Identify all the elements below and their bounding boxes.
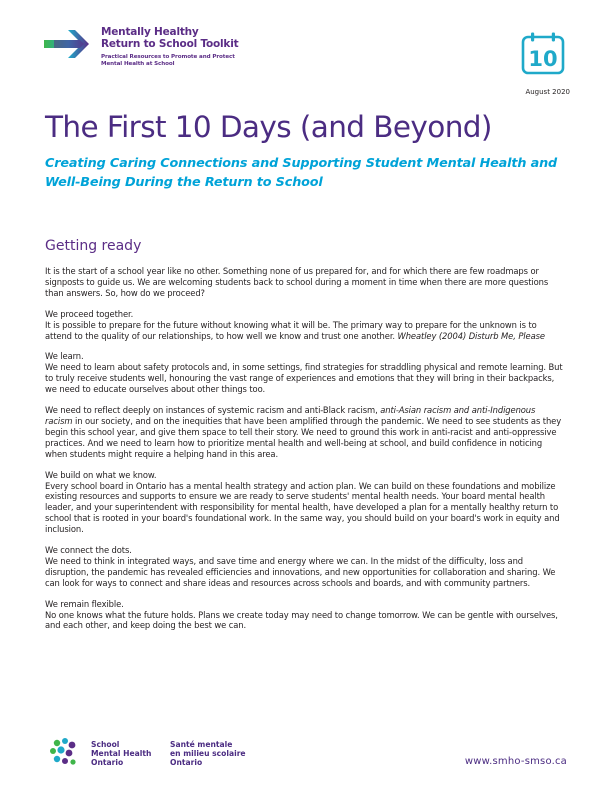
section-heading: Getting ready [45,238,142,254]
footer-org-name-en [91,740,151,767]
paragraph-lead: We learn. [45,351,84,362]
toolkit-subtitle-line1: Practical Resources to Promote and Protect [101,54,235,60]
page-subtitle: Creating Caring Connections and Supporting Student Mental Health and Well-Being During the Return to School [45,156,558,190]
footer-fr-line: Santé mentale [170,740,233,749]
paragraph-body: It is possible to prepare for the future without knowing what it will be. The primary way to prepare for the unknown is to attend to the quality of our relationships, to how well we know and trust one another. [45,319,537,341]
footer-fr-line: Ontario [170,758,203,767]
publication-date: August 2020 [525,88,570,96]
paragraph-body: Every school board in Ontario has a mental health strategy and action plan. We can build on these foundations and mobilize existing resources and supports to ensure we are ready to serve students' mental health needs. Your board mental health leader, and your superintendent with responsibility for mental health, have developed a plan for a mentally healthy return to school that is rooted in your board's foundational work. In the same way, you should build on your board's work in equity and inclusion. [45,480,560,535]
paragraph-body: We need to learn about safety protocols and, in some settings, find strategies for straddling physical and remote learning. But to truly receive students well, honouring the vast range of experiences and emotions that they will bring in their backpacks, we need to educate ourselves about other things too. [45,362,563,395]
intro-paragraph: It is the start of a school year like no other. Something none of us prepared for, and for which there are few roadmaps or signposts to guide us. We are welcoming students back to school during a moment in time when there are more questions than answers. So, how do we proceed? [45,266,549,298]
page-title: The First 10 Days (and Beyond) [45,110,492,144]
paragraph-build-on [45,470,565,535]
footer-en-line: Mental Health [91,749,152,758]
footer-org-name-fr [170,740,246,767]
paragraph-flexible [45,599,565,632]
paragraph-lead: We proceed together. [45,308,134,319]
paragraph-we-learn [45,351,565,395]
paragraph-body: in our society, and on the inequities that have been amplified through the pandemic. We need to see students as they begin this school year, and give them space to tell their story. We need to ground this work in anti-racist and anti-oppressive practices. And we need to learn how to prioritize mental health and well-being at school, and build confidence in noticing when students might require a helping hand in this area. [45,415,562,459]
footer-en-line: School [91,740,120,749]
smho-logo-icon [45,735,81,771]
paragraph-lead: We remain flexible. [45,598,124,609]
paragraph-connect-dots [45,545,565,589]
paragraph-reflect [45,405,565,460]
paragraph-body: No one knows what the future holds. Plans we create today may need to change tomorrow. We can be gentle with ourselves, and each other, and keep doing the best we can. [45,609,558,631]
paragraph-body: We need to reflect deeply on instances of systemic racism and anti-Black racism, [45,405,378,416]
toolkit-title [101,26,238,68]
paragraph-lead: We connect the dots. [45,545,132,556]
calendar-number: 10 [528,47,558,71]
footer-fr-line: en milieu scolaire [170,749,246,758]
paragraph-lead: We build on what we know. [45,469,157,480]
toolkit-logo-icon [44,26,98,62]
website-link[interactable]: www.smho-smso.ca [464,756,567,767]
paragraph-body: We need to think in integrated ways, and save time and energy where we can. In the midst of the difficulty, loss and disruption, the pandemic has revealed efficiencies and innovations, and new opportunities for collaboration and sharing. We can look for ways to connect and share ideas and resources across schools and boards, and with community partners. [45,555,556,588]
toolkit-subtitle-line2: Mental Health at School [101,61,175,67]
racism-link[interactable]: anti-Asian racism and anti-Indigenous racism [45,405,536,426]
toolkit-title-line1: Mentally Healthy [101,26,199,38]
body-content [45,266,565,641]
citation: Wheatley (2004) Disturb Me, Please [397,330,545,341]
paragraph-proceed-together [45,309,565,342]
toolkit-title-line2: Return to School Toolkit [101,38,239,50]
calendar-icon [521,31,565,75]
footer-en-line: Ontario [91,758,124,767]
